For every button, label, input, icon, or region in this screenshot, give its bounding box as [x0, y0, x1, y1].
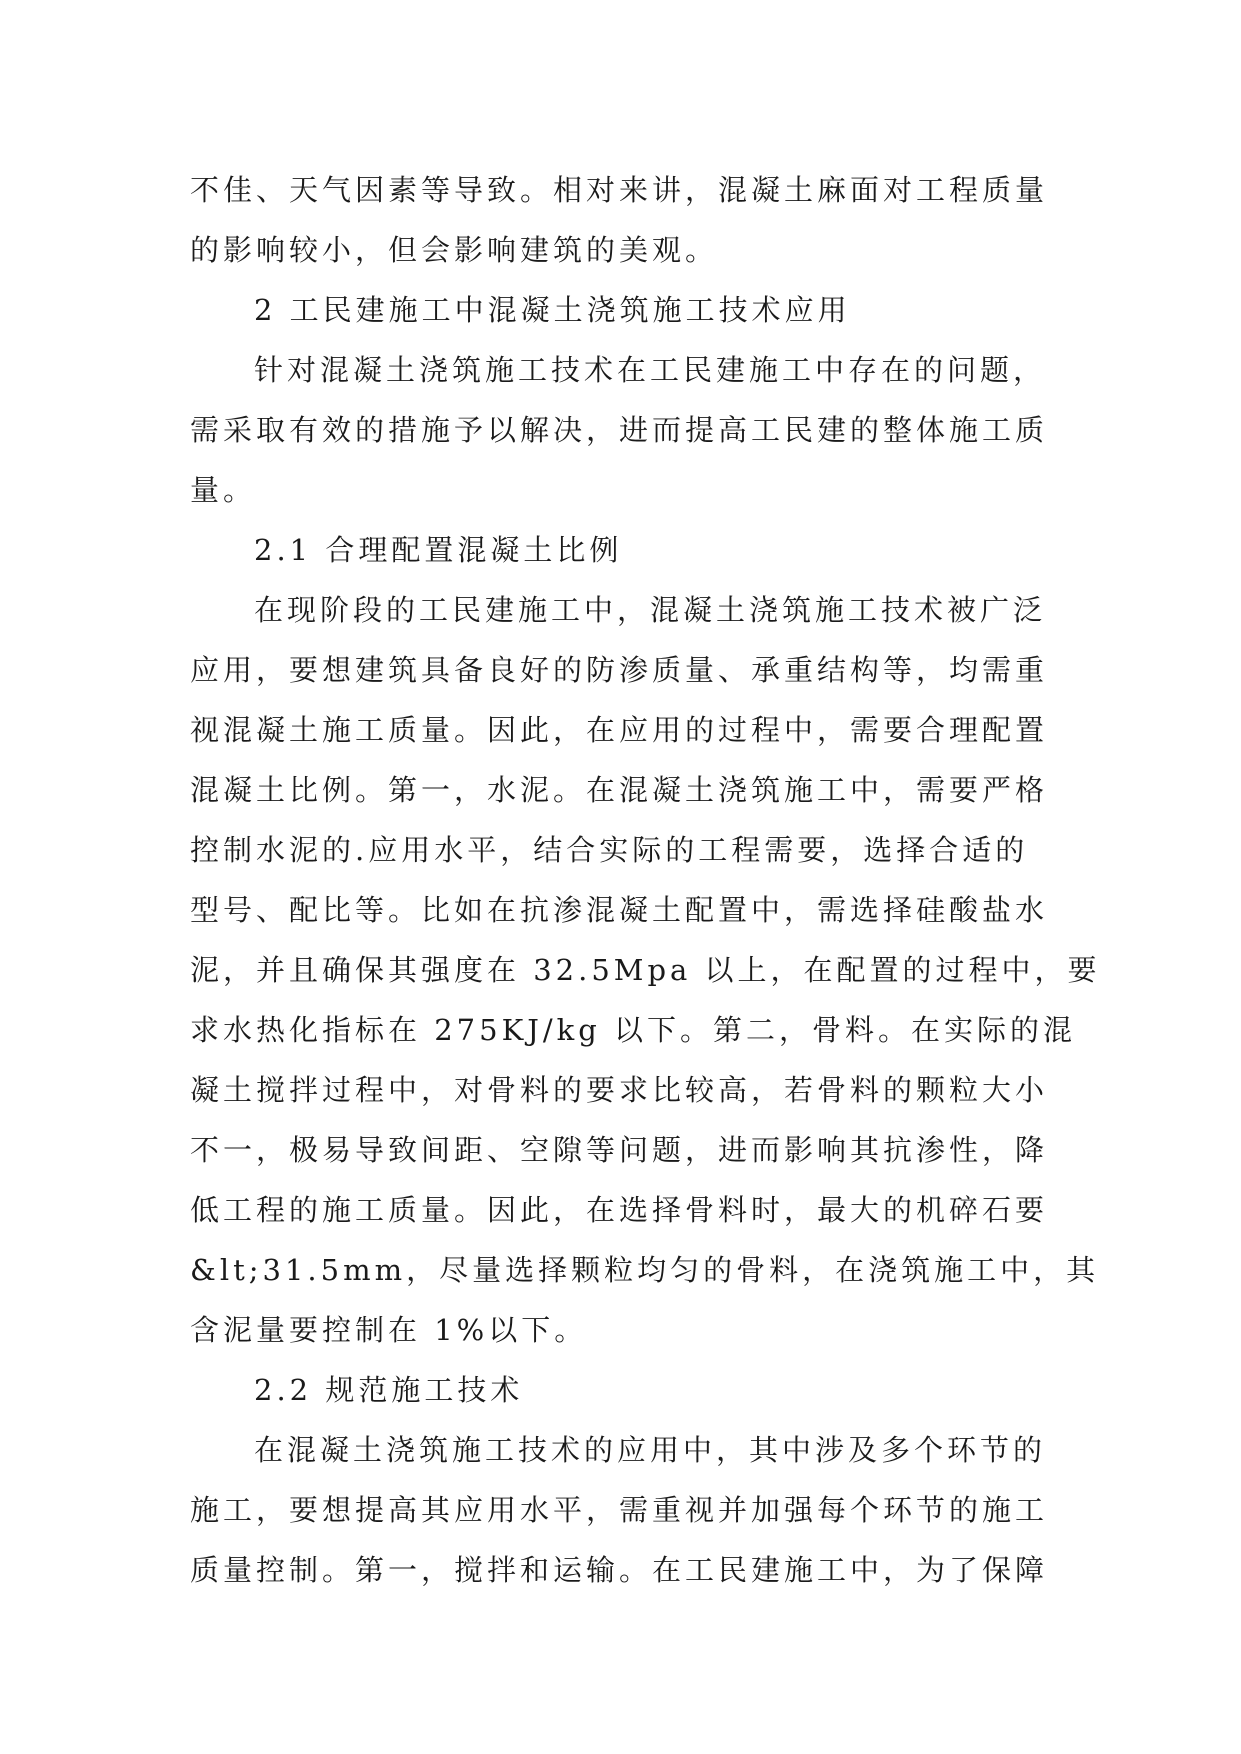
text-line: 低工程的施工质量。因此，在选择骨料时，最大的机碎石要: [190, 1193, 1049, 1227]
text-line: 混凝土比例。第一，水泥。在混凝土浇筑施工中，需要严格: [190, 773, 1049, 807]
text-line: 施工，要想提高其应用水平，需重视并加强每个环节的施工: [190, 1493, 1049, 1527]
text-line: 凝土搅拌过程中，对骨料的要求比较高，若骨料的颗粒大小: [190, 1073, 1049, 1107]
text-line: 量。: [190, 473, 257, 507]
text-line: 针对混凝土浇筑施工技术在工民建施工中存在的问题，: [254, 353, 1047, 387]
text-line: 泥，并且确保其强度在 32.5Mpa 以上，在配置的过程中，要: [190, 953, 1101, 987]
text-line: 不一，极易导致间距、空隙等问题，进而影响其抗渗性，降: [190, 1133, 1049, 1167]
text-line: 视混凝土施工质量。因此，在应用的过程中，需要合理配置: [190, 713, 1049, 747]
document-page: [190, 160, 1101, 1600]
subsection-heading: 2.1 合理配置混凝土比例: [254, 533, 623, 567]
text-line: 在现阶段的工民建施工中，混凝土浇筑施工技术被广泛: [254, 593, 1047, 627]
text-line: 控制水泥的.应用水平，结合实际的工程需要，选择合适的: [190, 833, 1029, 867]
subsection-heading: 2.2 规范施工技术: [254, 1373, 524, 1407]
text-line: 需采取有效的措施予以解决，进而提高工民建的整体施工质: [190, 413, 1049, 447]
text-line: &lt;31.5mm，尽量选择颗粒均匀的骨料，在浇筑施工中，其: [190, 1253, 1100, 1287]
text-line: 不佳、天气因素等导致。相对来讲，混凝土麻面对工程质量: [190, 173, 1049, 207]
text-line: 含泥量要控制在 1%以下。: [190, 1313, 588, 1347]
text-line: 在混凝土浇筑施工技术的应用中，其中涉及多个环节的: [254, 1433, 1047, 1467]
section-heading: 2 工民建施工中混凝土浇筑施工技术应用: [254, 293, 851, 327]
text-line: 应用，要想建筑具备良好的防渗质量、承重结构等，均需重: [190, 653, 1049, 687]
text-line: 求水热化指标在 275KJ/kg 以下。第二，骨料。在实际的混: [190, 1013, 1076, 1047]
text-line: 质量控制。第一，搅拌和运输。在工民建施工中，为了保障: [190, 1553, 1049, 1587]
text-line: 型号、配比等。比如在抗渗混凝土配置中，需选择硅酸盐水: [190, 893, 1049, 927]
text-line: 的影响较小，但会影响建筑的美观。: [190, 233, 719, 267]
